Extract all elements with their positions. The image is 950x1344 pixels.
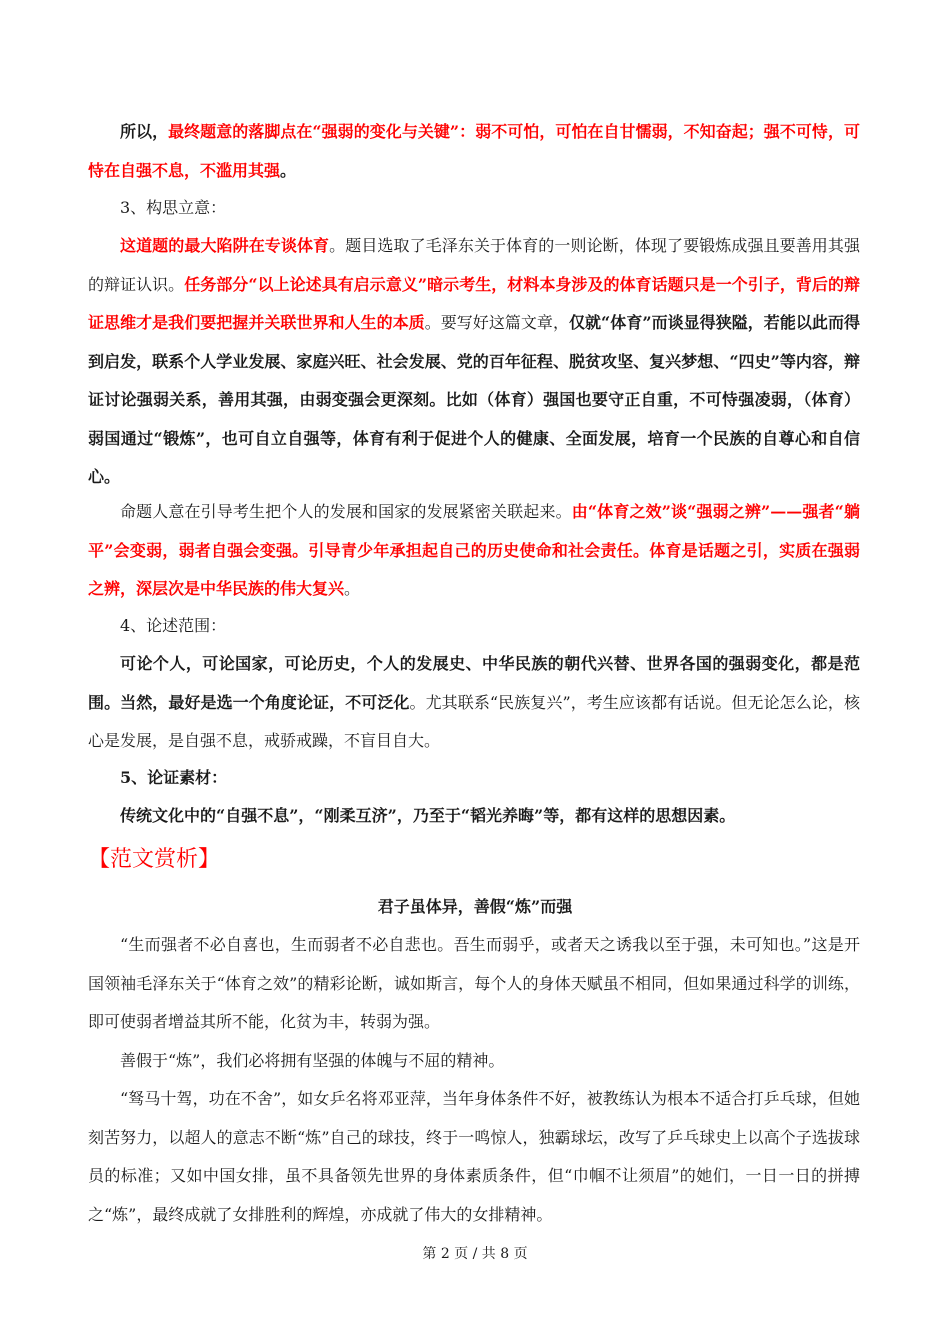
conclusion-highlight: 最终题意的落脚点在“强弱的变化与关键”：弱不可怕，可怕在自甘懦弱，不知奋起；强不可恃，可恃在自强不息，不滥用其强: [88, 122, 860, 180]
section3-paragraph-2: [88, 493, 860, 609]
section3-heading: 3、构思立意：: [120, 198, 227, 217]
essay-title: 君子虽体异，善假“炼”而强: [377, 897, 573, 916]
conclusion-paragraph: [88, 113, 860, 190]
section4-text: 。尤其联系“民族复兴”，考生应该都有话说。但无论怎么论，核心是发展，是自强不息，戒骄戒躁，不盲目自大。: [88, 692, 860, 750]
section5-heading: 5、论证素材：: [120, 768, 228, 787]
section3-p1-red-1: 这道题的最大陷阱在专谈体育: [120, 236, 330, 255]
section3-p2-text-1: 命题人意在引导考生把个人的发展和国家的发展紧密关联起来。: [120, 502, 572, 521]
section3-paragraph-1: [88, 227, 860, 497]
section3-p1-text-1: 。题目选取了毛泽东关于体育的一则论断，体现了要锻炼成强且要善用其强的辩证认识。: [88, 236, 860, 294]
section3-p1-bold: 仅就“体育”而谈显得狭隘，若能以此而得到启发，联系个人学业发展、家庭兴旺、社会发展、党的百年征程、脱贫攻坚、复兴梦想、“四史”等内容，辩证讨论强弱关系，善用其强，由弱变强会更深刻。比如（体育）强国也要守正自重，不可恃强凌弱，（体育）弱国通过“锻炼”，也可自立自强等，体育有利于促进个人的健康、全面发展，培育一个民族的自尊心和自信心。: [88, 313, 860, 486]
essay-paragraph-2: 善假于“炼”，我们必将拥有坚强的体魄与不屈的精神。: [120, 1051, 505, 1070]
page-footer: 第 2 页 / 共 8 页: [422, 1246, 528, 1262]
section4-bold: 可论个人，可论国家，可论历史，个人的发展史、中华民族的朝代兴替、世界各国的强弱变化，都是范围。当然，最好是选一个角度论证，不可泛化: [88, 654, 860, 712]
section4-heading: 4、论述范围：: [120, 616, 227, 635]
section3-p2-red: 由“体育之效”谈“强弱之辨”——强者“躺平”会变弱，弱者自强会变强。引导青少年承担起自己的历史使命和社会责任。体育是话题之引，实质在强弱之辨，深层次是中华民族的伟大复兴: [88, 502, 860, 598]
essay-paragraph-3: “驽马十驾，功在不舍”，如女乒名将邓亚萍，当年身体条件不好，被教练认为根本不适合打乒乓球，但她刻苦努力，以超人的意志不断“炼”自己的球技，终于一鸣惊人，独霸球坛，改写了乒乓球史上以高个子选拔球员的标准；又如中国女排，虽不具备领先世界的身体素质条件，但“巾帼不让须眉”的她们，一日一日的拼搏之“炼”，最终成就了女排胜利的辉煌，亦成就了伟大的女排精神。: [88, 1089, 860, 1224]
essay-section-heading: 【范文赏析】: [88, 847, 221, 872]
section3-p2-text-2: 。: [344, 579, 361, 598]
conclusion-lead: 所以，: [120, 122, 169, 141]
section3-p1-red-2: 任务部分“以上论述具有启示意义”暗示考生，材料本身涉及的体育话题只是一个引子，背后的辩证思维才是我们要把握并关联世界和人生的本质: [88, 274, 860, 332]
section4-paragraph: [88, 645, 860, 761]
section5-paragraph: 传统文化中的“自强不息”，“刚柔互济”，乃至于“韬光养晦”等，都有这样的思想因素。: [120, 806, 736, 825]
conclusion-tail: 。: [280, 160, 297, 180]
essay-paragraph-1: “生而强者不必自喜也，生而弱者不必自悲也。吾生而弱乎，或者天之诱我以至于强，未可知也。”这是开国领袖毛泽东关于“体育之效”的精彩论断，诚如斯言，每个人的身体天赋虽不相同，但如果通过科学的训练，即可使弱者增益其所不能，化贫为丰，转弱为强。: [88, 935, 860, 1031]
section3-p1-text-2: 。要写好这篇文章，: [424, 313, 569, 332]
